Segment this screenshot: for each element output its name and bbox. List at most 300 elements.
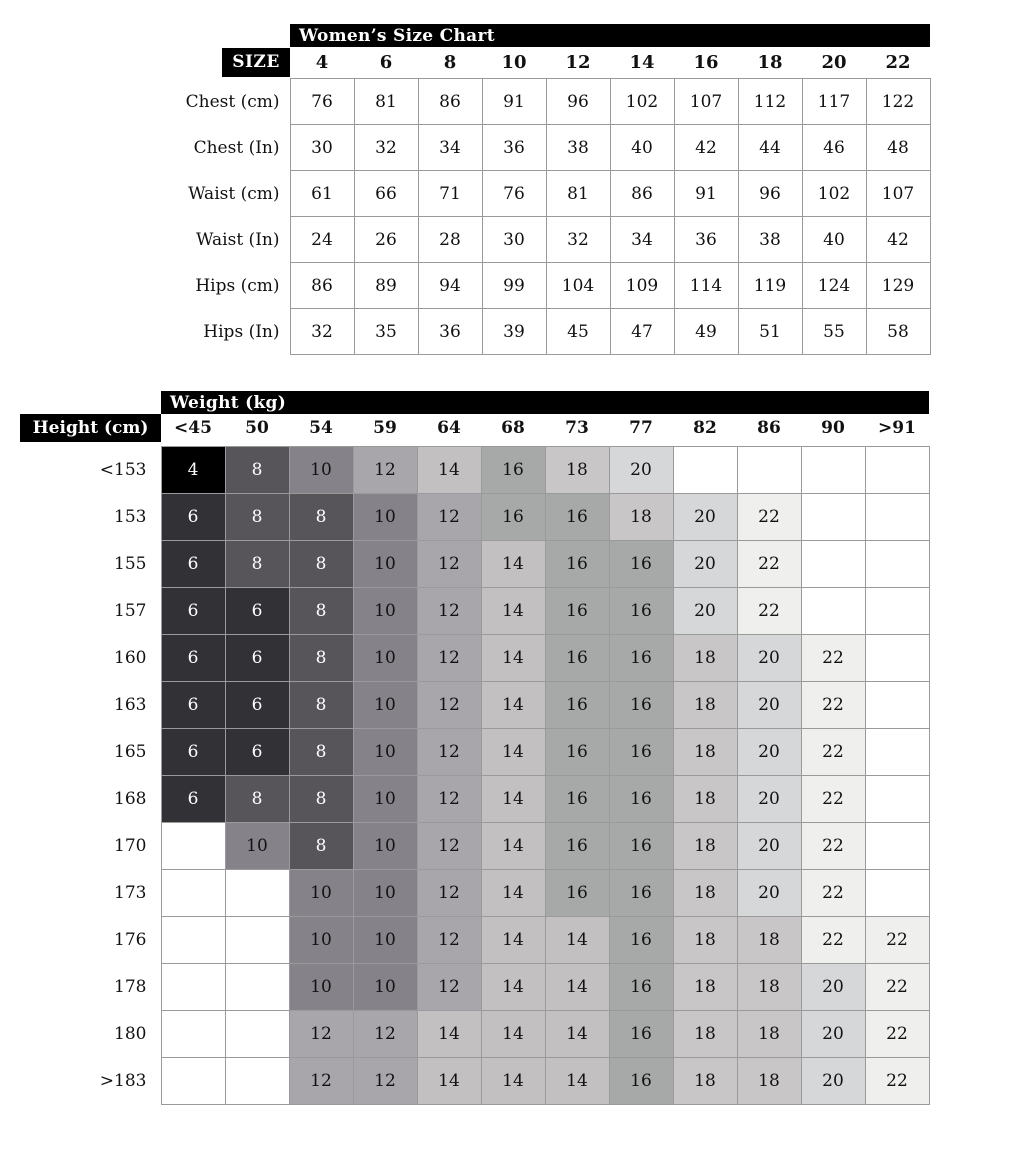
measurement-value-cell: 47: [610, 309, 674, 355]
measurement-value-cell: 28: [418, 217, 482, 263]
recommended-size-cell: 14: [417, 447, 481, 494]
recommended-size-cell: 16: [609, 964, 673, 1011]
empty-size-cell: [225, 870, 289, 917]
recommended-size-cell: 8: [289, 776, 353, 823]
height-row: [20, 776, 929, 823]
recommended-size-cell: 6: [225, 588, 289, 635]
size-header-cell: 16: [693, 52, 719, 73]
recommended-size-cell: 18: [673, 635, 737, 682]
recommended-size-cell: 16: [545, 729, 609, 776]
recommended-size-cell: 16: [609, 870, 673, 917]
measurement-row-label: Waist (cm): [188, 183, 280, 204]
measurement-row-label: Chest (cm): [185, 91, 280, 112]
recommended-size-cell: 10: [353, 729, 417, 776]
recommended-size-cell: 18: [673, 1011, 737, 1058]
height-row-label: 153: [20, 494, 161, 541]
recommended-size-cell: 16: [609, 588, 673, 635]
recommended-size-cell: 14: [481, 823, 545, 870]
recommended-size-cell: 16: [545, 494, 609, 541]
weight-title-spacer: [20, 391, 161, 414]
recommended-size-cell: 10: [289, 870, 353, 917]
recommended-size-cell: 10: [289, 964, 353, 1011]
recommended-size-cell: 16: [545, 823, 609, 870]
measurement-value-cell: 51: [738, 309, 802, 355]
height-row-label: 165: [20, 729, 161, 776]
measurement-value-cell: 34: [610, 217, 674, 263]
recommended-size-cell: 22: [865, 964, 929, 1011]
recommended-size-cell: 10: [353, 870, 417, 917]
recommended-size-cell: 22: [737, 541, 801, 588]
recommended-size-cell: 18: [673, 917, 737, 964]
recommended-size-cell: 14: [545, 917, 609, 964]
recommended-size-cell: 22: [737, 494, 801, 541]
recommended-size-cell: 10: [353, 494, 417, 541]
measurement-value-cell: 76: [482, 171, 546, 217]
measurement-value-cell: 36: [482, 125, 546, 171]
weight-header-cell: 86: [757, 418, 781, 438]
recommended-size-cell: 6: [225, 635, 289, 682]
recommended-size-cell: 22: [801, 729, 865, 776]
recommended-size-cell: 16: [545, 776, 609, 823]
empty-size-cell: [865, 494, 929, 541]
recommended-size-cell: 16: [545, 541, 609, 588]
measurement-row: [160, 263, 930, 309]
recommended-size-cell: 16: [609, 776, 673, 823]
measurement-value-cell: 99: [482, 263, 546, 309]
recommended-size-cell: 16: [545, 870, 609, 917]
measurement-row: [160, 171, 930, 217]
recommended-size-cell: 8: [289, 729, 353, 776]
measurement-value-cell: 96: [546, 79, 610, 125]
height-row: [20, 729, 929, 776]
empty-size-cell: [737, 447, 801, 494]
recommended-size-cell: 10: [225, 823, 289, 870]
recommended-size-cell: 16: [545, 588, 609, 635]
recommended-size-cell: 12: [417, 682, 481, 729]
measurement-value-cell: 86: [418, 79, 482, 125]
size-header-cell: 8: [443, 52, 457, 73]
measurement-value-cell: 30: [290, 125, 354, 171]
recommended-size-cell: 6: [161, 541, 225, 588]
measurement-value-cell: 107: [674, 79, 738, 125]
recommended-size-cell: 8: [225, 494, 289, 541]
measurement-value-cell: 26: [354, 217, 418, 263]
size-header-cell: 22: [885, 52, 911, 73]
recommended-size-cell: 10: [353, 917, 417, 964]
recommended-size-cell: 16: [545, 635, 609, 682]
size-corner-cell: [160, 47, 290, 79]
height-row-label: >183: [20, 1058, 161, 1105]
recommended-size-cell: 20: [737, 635, 801, 682]
recommended-size-cell: 14: [481, 870, 545, 917]
measurement-value-cell: 49: [674, 309, 738, 355]
weight-header-cell: 77: [629, 418, 653, 438]
recommended-size-cell: 6: [161, 776, 225, 823]
size-header-cell: 14: [629, 52, 655, 73]
empty-size-cell: [225, 917, 289, 964]
measurement-value-cell: 38: [546, 125, 610, 171]
height-row-label: 176: [20, 917, 161, 964]
recommended-size-cell: 6: [225, 729, 289, 776]
empty-size-cell: [865, 588, 929, 635]
empty-size-cell: [865, 776, 929, 823]
measurement-value-cell: 107: [866, 171, 930, 217]
height-weight-table: [20, 391, 930, 1105]
size-table-title-row: [160, 24, 930, 47]
recommended-size-cell: 18: [673, 823, 737, 870]
recommended-size-cell: 14: [481, 1011, 545, 1058]
recommended-size-cell: 16: [609, 823, 673, 870]
recommended-size-cell: 8: [289, 682, 353, 729]
recommended-size-cell: 14: [481, 776, 545, 823]
recommended-size-cell: 12: [417, 541, 481, 588]
height-row-label: 180: [20, 1011, 161, 1058]
measurement-value-cell: 86: [290, 263, 354, 309]
empty-size-cell: [161, 870, 225, 917]
measurement-value-cell: 36: [418, 309, 482, 355]
recommended-size-cell: 22: [801, 823, 865, 870]
empty-size-cell: [865, 541, 929, 588]
empty-size-cell: [801, 494, 865, 541]
recommended-size-cell: 20: [737, 870, 801, 917]
recommended-size-cell: 14: [545, 1058, 609, 1105]
height-row-label: 170: [20, 823, 161, 870]
recommended-size-cell: 18: [673, 870, 737, 917]
measurement-value-cell: 48: [866, 125, 930, 171]
recommended-size-cell: 12: [417, 588, 481, 635]
recommended-size-cell: 16: [609, 1011, 673, 1058]
weight-title-row: [20, 391, 929, 414]
measurement-value-cell: 32: [290, 309, 354, 355]
recommended-size-cell: 20: [737, 682, 801, 729]
recommended-size-cell: 8: [289, 823, 353, 870]
size-table-title: Women’s Size Chart: [290, 24, 930, 47]
measurement-value-cell: 89: [354, 263, 418, 309]
recommended-size-cell: 20: [801, 1011, 865, 1058]
weight-header-cell: 59: [373, 418, 397, 438]
size-title-spacer: [160, 24, 290, 47]
measurement-value-cell: 91: [482, 79, 546, 125]
recommended-size-cell: 14: [481, 964, 545, 1011]
measurement-value-cell: 39: [482, 309, 546, 355]
measurement-value-cell: 40: [802, 217, 866, 263]
recommended-size-cell: 14: [545, 1011, 609, 1058]
recommended-size-cell: 14: [481, 588, 545, 635]
recommended-size-cell: 10: [353, 964, 417, 1011]
measurement-value-cell: 44: [738, 125, 802, 171]
measurement-value-cell: 94: [418, 263, 482, 309]
recommended-size-cell: 20: [801, 1058, 865, 1105]
measurement-row-label: Hips (cm): [195, 275, 280, 296]
height-row-label: 163: [20, 682, 161, 729]
measurement-value-cell: 42: [674, 125, 738, 171]
recommended-size-cell: 22: [801, 776, 865, 823]
recommended-size-cell: 6: [161, 588, 225, 635]
recommended-size-cell: 20: [673, 494, 737, 541]
recommended-size-cell: 20: [737, 823, 801, 870]
measurement-value-cell: 34: [418, 125, 482, 171]
measurement-value-cell: 66: [354, 171, 418, 217]
height-row-label: 168: [20, 776, 161, 823]
recommended-size-cell: 12: [417, 917, 481, 964]
recommended-size-cell: 10: [289, 917, 353, 964]
recommended-size-cell: 22: [801, 917, 865, 964]
measurement-value-cell: 40: [610, 125, 674, 171]
measurement-value-cell: 81: [354, 79, 418, 125]
recommended-size-cell: 16: [609, 682, 673, 729]
womens-size-table: [160, 24, 931, 355]
measurement-value-cell: 61: [290, 171, 354, 217]
height-row: [20, 964, 929, 1011]
recommended-size-cell: 18: [737, 964, 801, 1011]
weight-header-cell: 68: [501, 418, 525, 438]
measurement-value-cell: 114: [674, 263, 738, 309]
measurement-value-cell: 129: [866, 263, 930, 309]
measurement-value-cell: 112: [738, 79, 802, 125]
size-header-cell: 20: [821, 52, 847, 73]
recommended-size-cell: 12: [417, 494, 481, 541]
height-row: [20, 870, 929, 917]
recommended-size-cell: 18: [737, 1011, 801, 1058]
measurement-row-label: Waist (In): [196, 229, 280, 250]
recommended-size-cell: 12: [417, 729, 481, 776]
weight-header-cell: 54: [309, 418, 333, 438]
empty-size-cell: [865, 447, 929, 494]
recommended-size-cell: 6: [225, 682, 289, 729]
recommended-size-cell: 16: [609, 729, 673, 776]
height-row: [20, 635, 929, 682]
measurement-value-cell: 119: [738, 263, 802, 309]
recommended-size-cell: 20: [609, 447, 673, 494]
recommended-size-cell: 8: [225, 776, 289, 823]
recommended-size-cell: 12: [289, 1011, 353, 1058]
height-row-label: 160: [20, 635, 161, 682]
recommended-size-cell: 12: [353, 1011, 417, 1058]
measurement-row: [160, 79, 930, 125]
height-row: [20, 447, 929, 494]
recommended-size-cell: 16: [609, 635, 673, 682]
measurement-value-cell: 45: [546, 309, 610, 355]
measurement-value-cell: 24: [290, 217, 354, 263]
weight-header-cell: 73: [565, 418, 589, 438]
size-header-cell: 10: [501, 52, 527, 73]
measurement-value-cell: 102: [802, 171, 866, 217]
recommended-size-cell: 12: [353, 1058, 417, 1105]
empty-size-cell: [673, 447, 737, 494]
measurement-value-cell: 35: [354, 309, 418, 355]
height-row: [20, 541, 929, 588]
weight-header-cell: >91: [878, 418, 916, 438]
recommended-size-cell: 10: [353, 823, 417, 870]
height-row: [20, 917, 929, 964]
recommended-size-cell: 14: [481, 682, 545, 729]
recommended-size-cell: 14: [481, 917, 545, 964]
empty-size-cell: [161, 823, 225, 870]
height-row: [20, 682, 929, 729]
measurement-value-cell: 71: [418, 171, 482, 217]
empty-size-cell: [801, 447, 865, 494]
size-header-cell: 6: [379, 52, 393, 73]
recommended-size-cell: 22: [737, 588, 801, 635]
size-header-cell: 18: [757, 52, 783, 73]
recommended-size-cell: 22: [865, 917, 929, 964]
height-row-label: 155: [20, 541, 161, 588]
measurement-value-cell: 109: [610, 263, 674, 309]
recommended-size-cell: 18: [673, 682, 737, 729]
height-row-label: 157: [20, 588, 161, 635]
measurement-value-cell: 124: [802, 263, 866, 309]
recommended-size-cell: 22: [865, 1058, 929, 1105]
measurement-value-cell: 36: [674, 217, 738, 263]
recommended-size-cell: 16: [545, 682, 609, 729]
measurement-value-cell: 104: [546, 263, 610, 309]
recommended-size-cell: 10: [353, 776, 417, 823]
recommended-size-cell: 14: [481, 635, 545, 682]
empty-size-cell: [161, 1058, 225, 1105]
recommended-size-cell: 18: [737, 917, 801, 964]
recommended-size-cell: 22: [801, 870, 865, 917]
measurement-value-cell: 30: [482, 217, 546, 263]
recommended-size-cell: 18: [673, 776, 737, 823]
size-header-cell: 4: [315, 52, 329, 73]
empty-size-cell: [865, 635, 929, 682]
weight-table-title: Weight (kg): [161, 391, 929, 414]
recommended-size-cell: 10: [353, 635, 417, 682]
measurement-value-cell: 96: [738, 171, 802, 217]
recommended-size-cell: 14: [545, 964, 609, 1011]
empty-size-cell: [865, 823, 929, 870]
recommended-size-cell: 16: [609, 541, 673, 588]
empty-size-cell: [225, 1058, 289, 1105]
recommended-size-cell: 20: [673, 588, 737, 635]
measurement-value-cell: 38: [738, 217, 802, 263]
height-row-label: 173: [20, 870, 161, 917]
measurement-value-cell: 81: [546, 171, 610, 217]
empty-size-cell: [225, 964, 289, 1011]
empty-size-cell: [801, 588, 865, 635]
weight-header-cell: 90: [821, 418, 845, 438]
recommended-size-cell: 12: [289, 1058, 353, 1105]
measurement-value-cell: 76: [290, 79, 354, 125]
measurement-row-label: Hips (In): [203, 321, 280, 342]
empty-size-cell: [161, 917, 225, 964]
recommended-size-cell: 8: [225, 541, 289, 588]
size-chart-page: [0, 24, 1016, 1105]
empty-size-cell: [801, 541, 865, 588]
recommended-size-cell: 16: [609, 1058, 673, 1105]
recommended-size-cell: 18: [737, 1058, 801, 1105]
height-row-label: 178: [20, 964, 161, 1011]
empty-size-cell: [865, 870, 929, 917]
recommended-size-cell: 6: [161, 682, 225, 729]
recommended-size-cell: 12: [417, 776, 481, 823]
measurement-row: [160, 217, 930, 263]
recommended-size-cell: 8: [225, 447, 289, 494]
recommended-size-cell: 8: [289, 494, 353, 541]
weight-header-cell: 82: [693, 418, 717, 438]
recommended-size-cell: 16: [609, 917, 673, 964]
height-row-label: <153: [20, 447, 161, 494]
measurement-value-cell: 42: [866, 217, 930, 263]
measurement-value-cell: 32: [354, 125, 418, 171]
recommended-size-cell: 14: [417, 1011, 481, 1058]
empty-size-cell: [161, 964, 225, 1011]
weight-header-cell: 50: [245, 418, 269, 438]
recommended-size-cell: 12: [417, 635, 481, 682]
recommended-size-cell: 14: [481, 1058, 545, 1105]
recommended-size-cell: 6: [161, 635, 225, 682]
recommended-size-cell: 18: [545, 447, 609, 494]
recommended-size-cell: 18: [673, 729, 737, 776]
recommended-size-cell: 8: [289, 635, 353, 682]
recommended-size-cell: 14: [481, 729, 545, 776]
weight-header-row: [20, 414, 929, 442]
recommended-size-cell: 20: [737, 729, 801, 776]
measurement-value-cell: 117: [802, 79, 866, 125]
size-table-header-row: [160, 47, 930, 79]
recommended-size-cell: 4: [161, 447, 225, 494]
height-row: [20, 494, 929, 541]
measurement-value-cell: 102: [610, 79, 674, 125]
measurement-row: [160, 125, 930, 171]
recommended-size-cell: 12: [353, 447, 417, 494]
measurement-row: [160, 309, 930, 355]
height-row: [20, 588, 929, 635]
recommended-size-cell: 18: [609, 494, 673, 541]
measurement-value-cell: 86: [610, 171, 674, 217]
recommended-size-cell: 6: [161, 729, 225, 776]
measurement-value-cell: 58: [866, 309, 930, 355]
recommended-size-cell: 10: [353, 541, 417, 588]
recommended-size-cell: 16: [481, 447, 545, 494]
measurement-row-label: Chest (In): [193, 137, 280, 158]
recommended-size-cell: 20: [673, 541, 737, 588]
empty-size-cell: [161, 1011, 225, 1058]
recommended-size-cell: 18: [673, 964, 737, 1011]
recommended-size-cell: 20: [737, 776, 801, 823]
empty-size-cell: [865, 682, 929, 729]
height-row: [20, 1058, 929, 1105]
recommended-size-cell: 12: [417, 870, 481, 917]
height-corner-label: Height (cm): [20, 414, 161, 442]
recommended-size-cell: 18: [673, 1058, 737, 1105]
recommended-size-cell: 14: [417, 1058, 481, 1105]
recommended-size-cell: 22: [801, 635, 865, 682]
recommended-size-cell: 10: [289, 447, 353, 494]
weight-header-cell: 64: [437, 418, 461, 438]
height-row: [20, 823, 929, 870]
recommended-size-cell: 20: [801, 964, 865, 1011]
measurement-value-cell: 32: [546, 217, 610, 263]
recommended-size-cell: 12: [417, 964, 481, 1011]
weight-header-cell: <45: [174, 418, 212, 438]
measurement-value-cell: 91: [674, 171, 738, 217]
recommended-size-cell: 16: [481, 494, 545, 541]
measurement-value-cell: 55: [802, 309, 866, 355]
recommended-size-cell: 6: [161, 494, 225, 541]
recommended-size-cell: 8: [289, 588, 353, 635]
recommended-size-cell: 12: [417, 823, 481, 870]
recommended-size-cell: 10: [353, 682, 417, 729]
recommended-size-cell: 10: [353, 588, 417, 635]
size-header-cell: 12: [565, 52, 591, 73]
empty-size-cell: [225, 1011, 289, 1058]
recommended-size-cell: 14: [481, 541, 545, 588]
measurement-value-cell: 46: [802, 125, 866, 171]
recommended-size-cell: 22: [865, 1011, 929, 1058]
recommended-size-cell: 8: [289, 541, 353, 588]
size-corner-label: SIZE: [222, 48, 290, 77]
